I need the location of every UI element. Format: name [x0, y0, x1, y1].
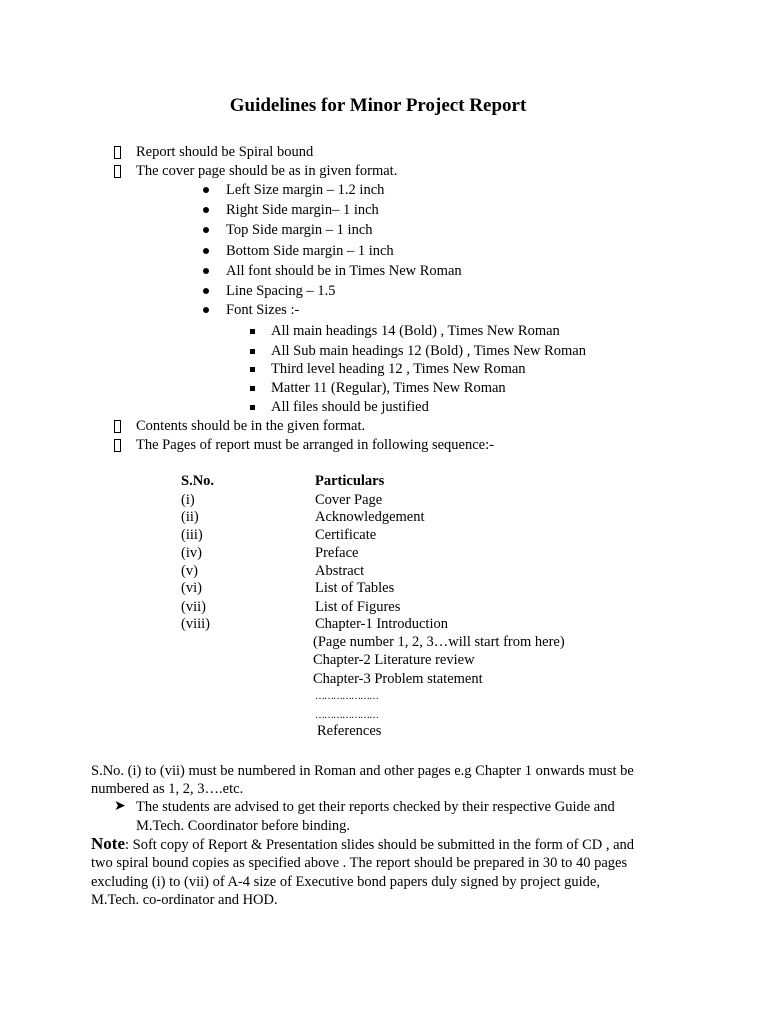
list-item: Top Side margin – 1 inch	[226, 222, 373, 238]
list-item: Report should be Spiral bound	[136, 144, 314, 160]
list-item: All font should be in Times New Roman	[226, 263, 462, 279]
table-header-particulars: Particulars	[315, 473, 385, 489]
table-cell-particular: Chapter-1 Introduction	[315, 616, 448, 632]
table-ellipsis: …………………	[315, 691, 378, 702]
list-item: The cover page should be as in given format.	[136, 163, 398, 179]
paragraph-line: two spiral bound copies as specified above . The report should be prepared in 30 to 40 pages	[91, 855, 628, 871]
list-item: Font Sizes :-	[226, 302, 300, 318]
paragraph-line: M.Tech. co-ordinator and HOD.	[91, 892, 278, 908]
list-item: Matter 11 (Regular), Times New Roman	[271, 380, 506, 396]
table-cell-particular: List of Tables	[315, 580, 395, 596]
note-paragraph	[91, 835, 634, 854]
page-title: Guidelines for Minor Project Report	[229, 95, 527, 116]
table-header-sno: S.No.	[181, 473, 215, 489]
paragraph-line: The students are advised to get their reports checked by their respective Guide and	[136, 799, 615, 815]
note-label: Note	[91, 834, 125, 853]
table-cell-sno: (i)	[181, 492, 195, 508]
table-cell-sno: (viii)	[181, 616, 210, 632]
paragraph-line: S.No. (i) to (vii) must be numbered in Roman and other pages e.g Chapter 1 onwards must be	[91, 763, 634, 779]
list-item: Line Spacing – 1.5	[226, 283, 336, 299]
table-cell-sno: (iv)	[181, 545, 202, 561]
table-cell-particular: Preface	[315, 545, 359, 561]
table-cell-particular: References	[317, 723, 382, 739]
table-cell-particular: Chapter-2 Literature review	[313, 652, 475, 668]
paragraph-line: M.Tech. Coordinator before binding.	[136, 818, 351, 834]
table-cell-sno: (vii)	[181, 599, 206, 615]
list-item: All Sub main headings 12 (Bold) , Times New Roman	[271, 343, 586, 359]
table-cell-particular: Chapter-3 Problem statement	[313, 671, 483, 687]
list-item: The Pages of report must be arranged in following sequence:-	[136, 437, 494, 453]
table-cell-particular: Abstract	[315, 563, 365, 579]
list-item: Third level heading 12 , Times New Roman	[271, 361, 526, 377]
note-text: : Soft copy of Report & Presentation slides should be submitted in the form of CD , and	[124, 837, 635, 853]
table-cell-particular: Cover Page	[315, 492, 383, 508]
list-item: Bottom Side margin – 1 inch	[226, 243, 394, 259]
table-cell-particular: Certificate	[315, 527, 377, 543]
list-item: All files should be justified	[271, 399, 429, 415]
table-cell-sno: (ii)	[181, 509, 199, 525]
table-note: (Page number 1, 2, 3…will start from here)	[313, 634, 565, 650]
table-cell-particular: Acknowledgement	[315, 509, 425, 525]
table-ellipsis: …………………	[315, 710, 378, 721]
document-page: Guidelines for Minor Project Report Report should be Spiral bound The cover page should be as in given format. Left Size margin – 1.2 inch Right Side margin– 1 inch Top Side margin – 1 inch Bottom Side margin – 1 inch All font should be in Times New Roman Line Spacing – 1.5 Font Sizes :- All main headings 14 (Bold) , Times New Roman All Sub main headings 12 (Bold) , Times New Roman Third level heading 12 , Times New Roman Matter 11 (Regular), Times New Roman All files should be justified Contents should be in the given format. The Pages of report must be arranged in following sequence:- S.No. Particulars (i) Cover Page (ii) Acknowledgement (iii) Certificate (iv) Preface (v) Abstract (vi) List of Tables (vii) List of Figures (viii) Chapter-1 Introduction (Page number 1, 2, 3…will start from here) Chapter-2 Literature review Chapter-3 Problem statement ………………… ………………… References S.No. (i) to (vii) must be numbered in Roman and other pages e.g Chapter 1 onwards must be numbered as 1, 2, 3….etc. ➤ The students are advised to get their reports checked by their respective Guide and M.Tech. Coordinator before binding. Note: Soft copy of Report & Presentation slides should be submitted in the form of CD , and two spiral bound copies as specified above . The report should be prepared in 30 to 40 pages excluding (i) to (vii) of A-4 size of Executive bond papers duly signed by project guide, M.Tech. co-ordinator and HOD.	[0, 0, 768, 1024]
paragraph-line: numbered as 1, 2, 3….etc.	[91, 781, 244, 797]
table-cell-sno: (v)	[181, 563, 198, 579]
table-cell-sno: (vi)	[181, 580, 202, 596]
list-item: Right Side margin– 1 inch	[226, 202, 379, 218]
list-item: Contents should be in the given format.	[136, 418, 366, 434]
table-cell-particular: List of Figures	[315, 599, 401, 615]
list-item: All main headings 14 (Bold) , Times New Roman	[271, 323, 560, 339]
list-item: Left Size margin – 1.2 inch	[226, 182, 385, 198]
table-cell-sno: (iii)	[181, 527, 203, 543]
paragraph-line: excluding (i) to (vii) of A-4 size of Executive bond papers duly signed by project guide,	[91, 874, 600, 890]
